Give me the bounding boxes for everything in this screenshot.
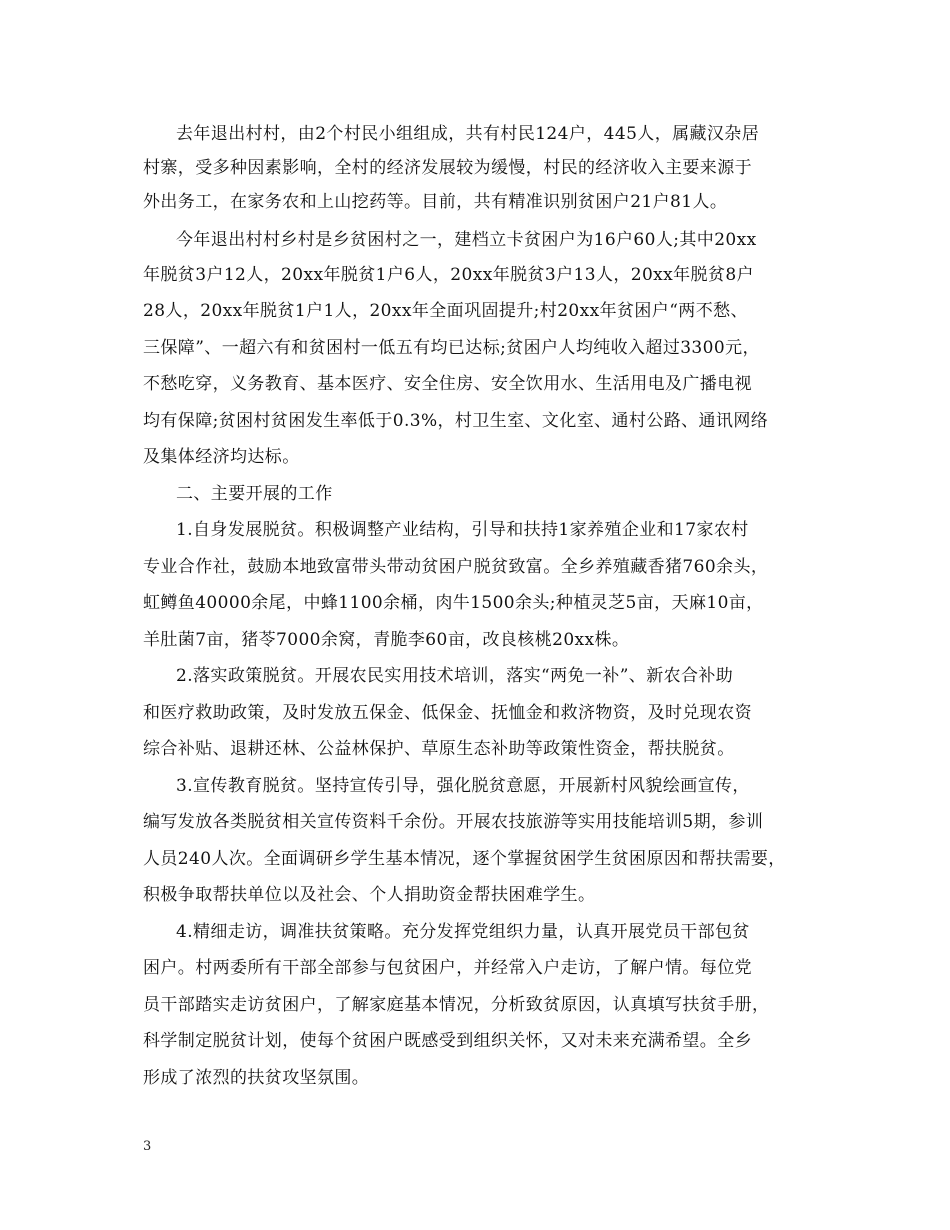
text-line: 村寨，受多种因素影响，全村的经济发展较为缓慢，村民的经济收入主要来源于 bbox=[143, 158, 752, 178]
page-number: 3 bbox=[143, 1139, 152, 1154]
text-line: 综合补贴、退耕还林、公益林保护、草原生态补助等政策性资金，帮扶脱贫。 bbox=[143, 739, 735, 759]
text-line: 编写发放各类脱贫相关宣传资料千余份。开展农技旅游等实用技能培训5期，参训 bbox=[143, 812, 764, 832]
text-line: 2.落实政策脱贫。开展农民实用技术培训，落实“两免一补”、新农合补助 bbox=[176, 666, 734, 686]
text-line: 28人，20xx年脱贫1户1人，20xx年全面巩固提升;村20xx年贫困户“两不愁、 bbox=[143, 301, 748, 321]
text-line: 及集体经济均达标。 bbox=[143, 447, 300, 467]
text-line: 3.宣传教育脱贫。坚持宣传引导，强化脱贫意愿，开展新村风貌绘画宣传， bbox=[176, 776, 750, 796]
text-line: 虹鳟鱼40000余尾，中蜂1100余桶，肉牛1500余头;种植灵芝5亩，天麻10亩， bbox=[143, 593, 764, 613]
text-line: 困户。村两委所有干部全部参与包贫困户，并经常入户走访，了解户情。每位党 bbox=[143, 958, 752, 978]
text-line: 不愁吃穿，义务教育、基本医疗、安全住房、安全饮用水、生活用电及广播电视 bbox=[143, 374, 752, 394]
text-line: 去年退出村村，由2个村民小组组成，共有村民124户，445人，属藏汉杂居 bbox=[176, 124, 760, 144]
text-line: 均有保障;贫困村贫困发生率低于0.3%，村卫生室、文化室、通村公路、通讯网络 bbox=[143, 411, 769, 431]
text-line: 三保障”、一超六有和贫困村一低五有均已达标;贫困户人均纯收入超过3300元， bbox=[143, 338, 760, 358]
text-line: 4.精细走访，调准扶贫策略。充分发挥党组织力量，认真开展党员干部包贫 bbox=[176, 922, 750, 942]
text-line: 羊肚菌7亩，猪苓7000余窝，青脆李60亩，改良核桃20xx株。 bbox=[143, 630, 630, 650]
text-line: 形成了浓烈的扶贫攻坚氛围。 bbox=[143, 1068, 370, 1088]
text-line: 外出务工，在家务农和上山挖药等。目前，共有精准识别贫困户21户81人。 bbox=[143, 192, 728, 212]
text-line: 年脱贫3户12人，20xx年脱贫1户6人，20xx年脱贫3户13人，20xx年脱贫8户 bbox=[143, 265, 754, 285]
text-line: 和医疗救助政策，及时发放五保金、低保金、抚恤金和救济物资，及时兑现农资 bbox=[143, 703, 752, 723]
text-line: 积极争取帮扶单位以及社会、个人捐助资金帮扶困难学生。 bbox=[143, 885, 596, 905]
text-line: 员干部踏实走访贫困户，了解家庭基本情况，分析致贫原因，认真填写扶贫手册， bbox=[143, 995, 770, 1015]
text-line: 专业合作社，鼓励本地致富带头带动贫困户脱贫致富。全乡养殖藏香猪760余头， bbox=[143, 557, 769, 577]
text-line: 今年退出村村乡村是乡贫困村之一，建档立卡贫困户为16户60人;其中20xx bbox=[176, 230, 757, 250]
section-heading: 二、主要开展的工作 bbox=[176, 484, 333, 504]
text-line: 科学制定脱贫计划，使每个贫困户既感受到组织关怀，又对未来充满希望。全乡 bbox=[143, 1031, 752, 1051]
text-line: 人员240人次。全面调研乡学生基本情况，逐个掌握贫困学生贫困原因和帮扶需要， bbox=[143, 849, 786, 869]
text-line: 1.自身发展脱贫。积极调整产业结构，引导和扶持1家养殖企业和17家农村 bbox=[176, 520, 749, 540]
